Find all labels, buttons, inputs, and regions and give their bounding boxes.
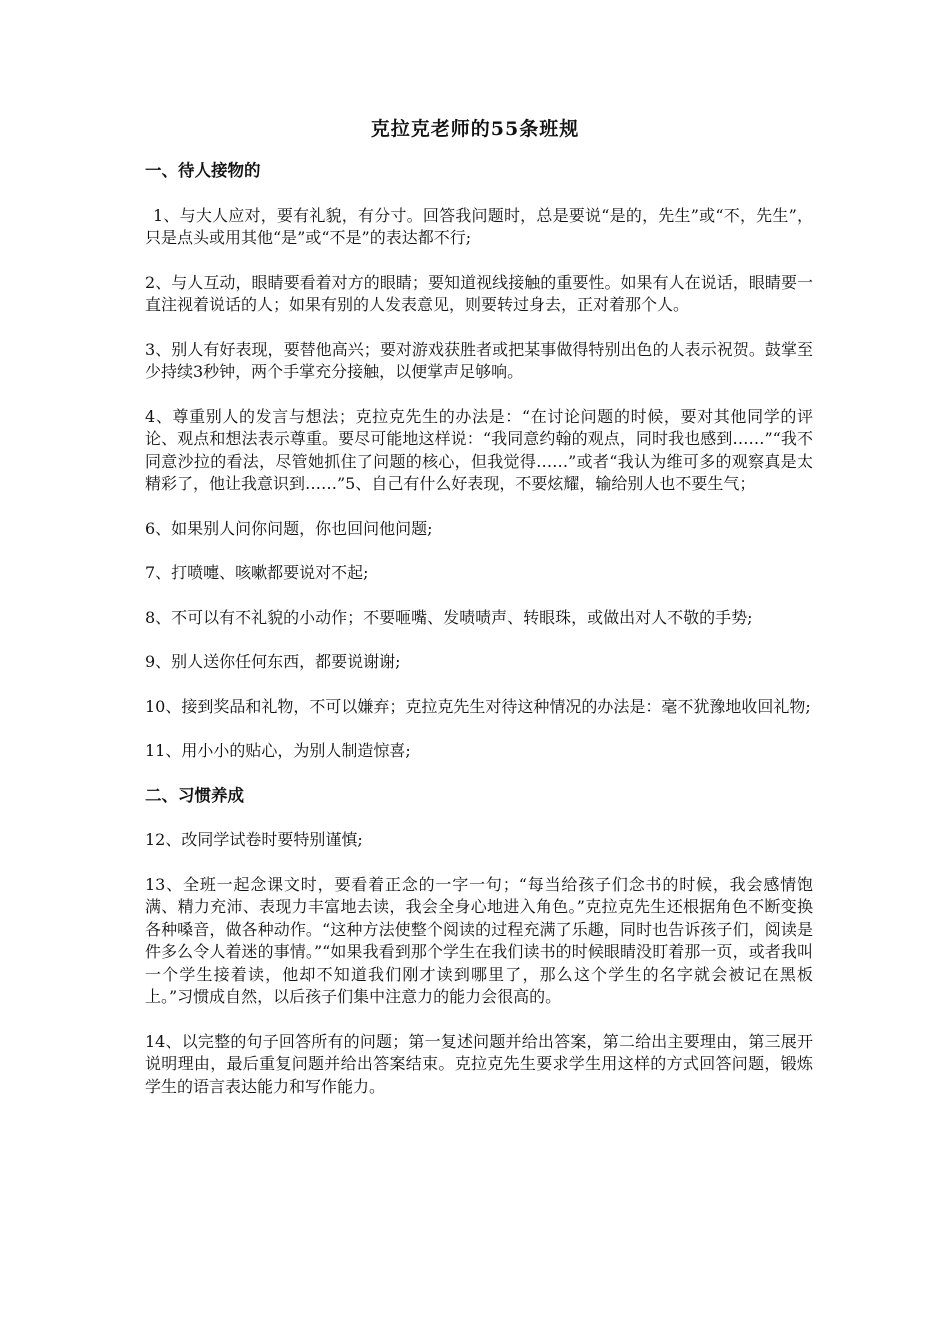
rule-paragraph: 13、全班一起念课文时，要看着正念的一字一句；“每当给孩子们念书的时候，我会感情饱满、精力充沛、表现力丰富地去读，我会全身心地进入角色。”克拉克先生还根据角色不断变换各种嗓音，做各种动作。“这种方法使整个阅读的过程充满了乐趣，同时也告诉孩子们，阅读是件多么令人着迷的事情。”“如果我看到那个学生在我们读书的时候眼睛没盯着那一页，或者我叫一个学生接着读，他却不知道我们刚才读到哪里了，那么这个学生的名字就会被记在黑板上。”习惯成自然，以后孩子们集中注意力的能力会很高的。 [145,874,813,1006]
rule-paragraph: 4、尊重别人的发言与想法；克拉克先生的办法是：“在讨论问题的时候，要对其他同学的评论、观点和想法表示尊重。要尽可能地这样说：“我同意约翰的观点，同时我也感到……”“我不同意沙拉的看法，尽管她抓住了问题的核心，但我觉得……”或者“我认为维可多的观察真是太精彩了，他让我意识到……”5、自己有什么好表现，不要炫耀，输给别人也不要生气； [145,406,813,493]
section-heading: 一、待人接物的 [145,161,261,180]
rule-paragraph: 14、以完整的句子回答所有的问题；第一复述问题并给出答案，第二给出主要理由，第三展开说明理由，最后重复问题并给出答案结束。克拉克先生要求学生用这样的方式回答问题，锻炼学生的语言表达能力和写作能力。 [145,1031,813,1096]
rule-paragraph: 1、与大人应对，要有礼貌，有分寸。回答我问题时，总是要说“是的，先生”或“不，先生”，只是点头或用其他“是”或“不是”的表达都不行; [145,205,813,247]
rule-paragraph: 8、不可以有不礼貌的小动作；不要咂嘴、发啧啧声、转眼珠，或做出对人不敬的手势; [145,607,753,627]
rule-paragraph: 11、用小小的贴心，为别人制造惊喜; [145,741,411,760]
rule-paragraph: 7、打喷嚏、咳嗽都要说对不起; [145,563,369,582]
rule-paragraph: 9、别人送你任何东西，都要说谢谢; [145,652,401,671]
rule-paragraph: 2、与人互动，眼睛要看着对方的眼睛；要知道视线接触的重要性。如果有人在说话，眼睛要一直注视着说话的人；如果有别的人发表意见，则要转过身去，正对着那个人。 [145,272,813,314]
rule-paragraph: 6、如果别人问你问题，你也回问他问题; [145,518,433,538]
rule-paragraph: 12、改同学试卷时要特别谨慎; [145,830,363,849]
section-etiquette [145,160,813,763]
section-habits [145,785,813,1099]
document-title: 克拉克老师的55条班规 [370,118,580,140]
rule-paragraph: 10、接到奖品和礼物，不可以嫌弃；克拉克先生对待这种情况的办法是：毫不犹豫地收回礼物; [145,696,811,716]
rule-paragraph: 3、别人有好表现，要替他高兴；要对游戏获胜者或把某事做得特别出色的人表示祝贺。鼓掌至少持续3秒钟，两个手掌充分接触，以便掌声足够响。 [145,339,813,381]
section-heading: 二、习惯养成 [145,785,244,805]
document-body [145,160,813,1120]
